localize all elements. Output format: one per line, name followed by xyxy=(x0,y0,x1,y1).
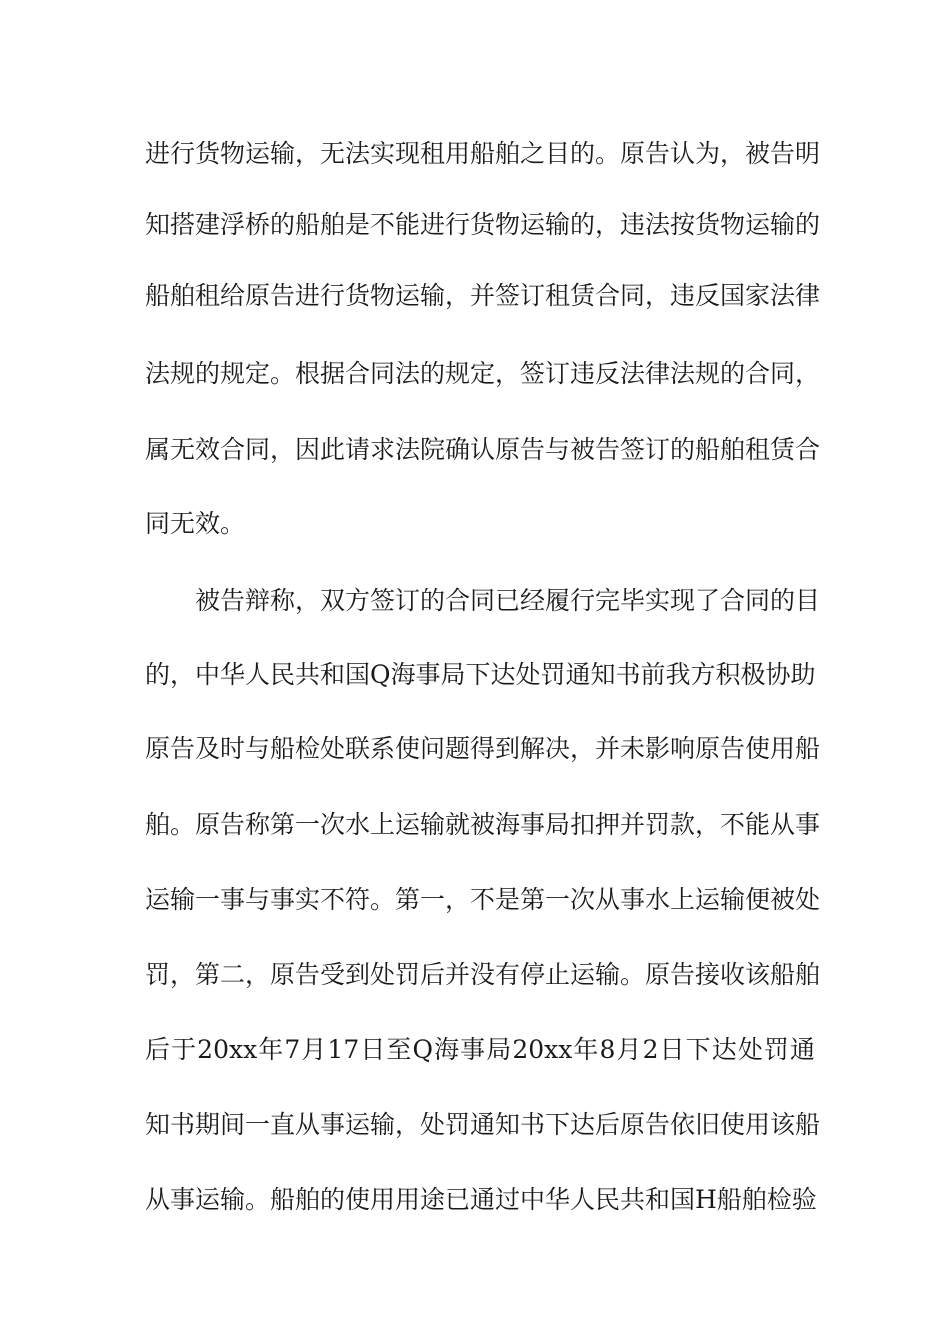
paragraph-line: 法规的规定。根据合同法的规定，签订违反法律法规的合同， xyxy=(145,359,821,388)
paragraph-line: 知搭建浮桥的船舶是不能进行货物运输的，违法按货物运输的 xyxy=(145,210,821,239)
paragraph-line: 同无效。 xyxy=(145,509,246,538)
paragraph-line: 原告及时与船检处联系使问题得到解决，并未影响原告使用船 xyxy=(145,734,821,763)
paragraph-line: 被告辩称，双方签订的合同已经履行完毕实现了合同的目 xyxy=(195,586,821,615)
paragraph-line: 的，中华人民共和国Q海事局下达处罚通知书前我方积极协助 xyxy=(145,660,816,689)
paragraph-line: 舶。原告称第一次水上运输就被海事局扣押并罚款，不能从事 xyxy=(145,810,821,839)
paragraph-line: 属无效合同，因此请求法院确认原告与被告签订的船舶租赁合 xyxy=(145,435,821,464)
paragraph-line: 运输一事与事实不符。第一，不是第一次从事水上运输便被处 xyxy=(145,885,821,914)
paragraph-line: 知书期间一直从事运输，处罚通知书下达后原告依旧使用该船 xyxy=(145,1110,821,1139)
paragraph-line: 船舶租给原告进行货物运输，并签订租赁合同，违反国家法律 xyxy=(145,281,821,310)
paragraph-line: 后于20xx年7月17日至Q海事局20xx年8月2日下达处罚通 xyxy=(145,1035,815,1064)
paragraph-line: 进行货物运输，无法实现租用船舶之目的。原告认为，被告明 xyxy=(145,139,821,168)
paragraph-line: 从事运输。船舶的使用用途已通过中华人民共和国H船舶检验 xyxy=(145,1185,817,1214)
paragraph-line: 罚，第二，原告受到处罚后并没有停止运输。原告接收该船舶 xyxy=(145,960,821,989)
